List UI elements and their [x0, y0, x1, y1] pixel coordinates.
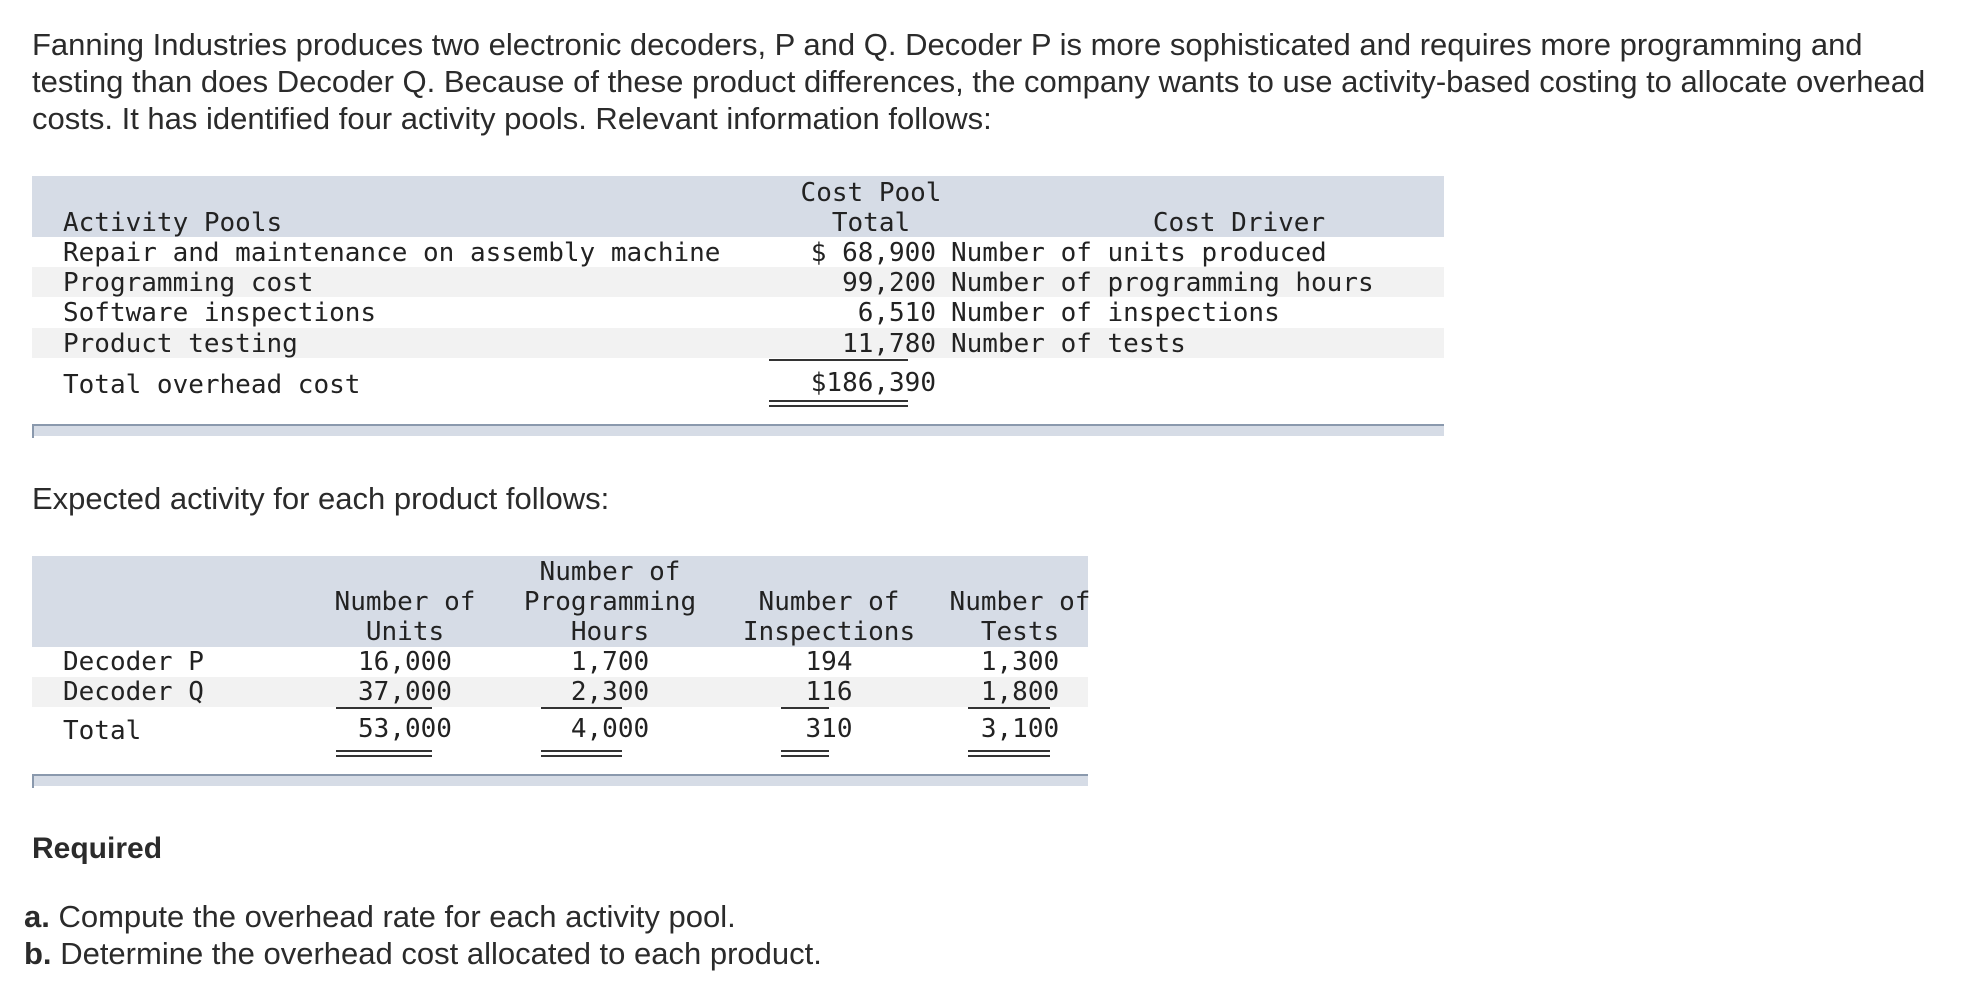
- header-programming-3: Hours: [570, 617, 650, 647]
- pool-total: 11,780: [842, 329, 936, 359]
- tests-value: 1,800: [980, 677, 1060, 707]
- units-value: 16,000: [358, 647, 452, 677]
- table-footer-cap: [32, 424, 34, 438]
- requirement-a: [24, 898, 736, 935]
- subtotal-rule: [769, 359, 908, 361]
- subtotal-rule: [968, 707, 1050, 709]
- requirement-a-text: Compute the overhead rate for each activity pool.: [58, 899, 736, 934]
- requirement-b-letter: b.: [24, 936, 52, 971]
- pool-driver: Number of tests: [951, 329, 1186, 359]
- pool-activity: Software inspections: [63, 298, 377, 328]
- pool-grand-total: $186,390: [810, 368, 936, 398]
- pool-total: 99,200: [842, 268, 936, 298]
- pool-total-label: Total overhead cost: [63, 370, 361, 400]
- header-tests-2: Tests: [980, 617, 1060, 647]
- tests-value: 1,300: [980, 647, 1060, 677]
- units-total: 53,000: [358, 714, 452, 744]
- hours-value: 1,700: [570, 647, 650, 677]
- subtotal-rule: [541, 707, 622, 709]
- pool-total: 6,510: [857, 298, 936, 328]
- header-units-2: Units: [365, 617, 445, 647]
- total-double-rule: [336, 750, 432, 757]
- table-footer-cap: [32, 774, 34, 788]
- requirement-b-text: Determine the overhead cost allocated to each product.: [60, 936, 822, 971]
- subtotal-rule: [781, 707, 829, 709]
- hours-total: 4,000: [570, 714, 650, 744]
- table-footer-bar: [32, 774, 1088, 786]
- requirement-b: [24, 935, 822, 972]
- inspections-total: 310: [805, 714, 853, 744]
- tests-total: 3,100: [980, 714, 1060, 744]
- pool-driver: Number of inspections: [951, 298, 1280, 328]
- pool-driver: Number of programming hours: [951, 268, 1374, 298]
- header-programming-2: Programming: [523, 587, 697, 617]
- table-footer-bar: [32, 424, 1444, 436]
- header-total: Total: [831, 208, 911, 238]
- expected-activity-intro: Expected activity for each product follows:: [32, 481, 610, 516]
- total-double-rule: [968, 750, 1050, 757]
- required-heading: Required: [32, 832, 163, 865]
- total-double-rule: [769, 400, 908, 407]
- header-cost-pool: Cost Pool: [800, 178, 942, 208]
- total-double-rule: [781, 750, 829, 757]
- units-value: 37,000: [358, 677, 452, 707]
- requirement-a-letter: a.: [24, 899, 50, 934]
- product-name: Decoder P: [63, 647, 204, 677]
- header-activity-pools: Activity Pools: [63, 208, 283, 238]
- pool-activity: Repair and maintenance on assembly machine: [63, 238, 721, 268]
- activity-pool-table: [32, 176, 1444, 440]
- subtotal-rule: [336, 707, 432, 709]
- inspections-value: 116: [805, 677, 853, 707]
- pool-activity: Programming cost: [63, 268, 314, 298]
- product-name: Decoder Q: [63, 677, 204, 707]
- expected-activity-table: [32, 556, 1091, 792]
- total-double-rule: [541, 750, 622, 757]
- header-inspections-1: Number of: [758, 587, 900, 617]
- header-inspections-2: Inspections: [742, 617, 916, 647]
- total-label: Total: [63, 716, 142, 746]
- header-programming-1: Number of: [539, 557, 681, 587]
- header-tests-1: Number of: [949, 587, 1091, 617]
- header-units-1: Number of: [334, 587, 476, 617]
- pool-driver: Number of units produced: [951, 238, 1327, 268]
- pool-total: $ 68,900: [810, 238, 936, 268]
- problem-intro: Fanning Industries produces two electronic decoders, P and Q. Decoder P is more sophisticated and requires more programming and testing than does Decoder Q. Because of these product differences, the company wants to use activity-based costing to allocate overhead costs. It has identified four activity pools. Relevant information follows:: [32, 27, 1926, 136]
- inspections-value: 194: [805, 647, 853, 677]
- hours-value: 2,300: [570, 677, 650, 707]
- header-cost-driver: Cost Driver: [1152, 208, 1326, 238]
- pool-activity: Product testing: [63, 329, 298, 359]
